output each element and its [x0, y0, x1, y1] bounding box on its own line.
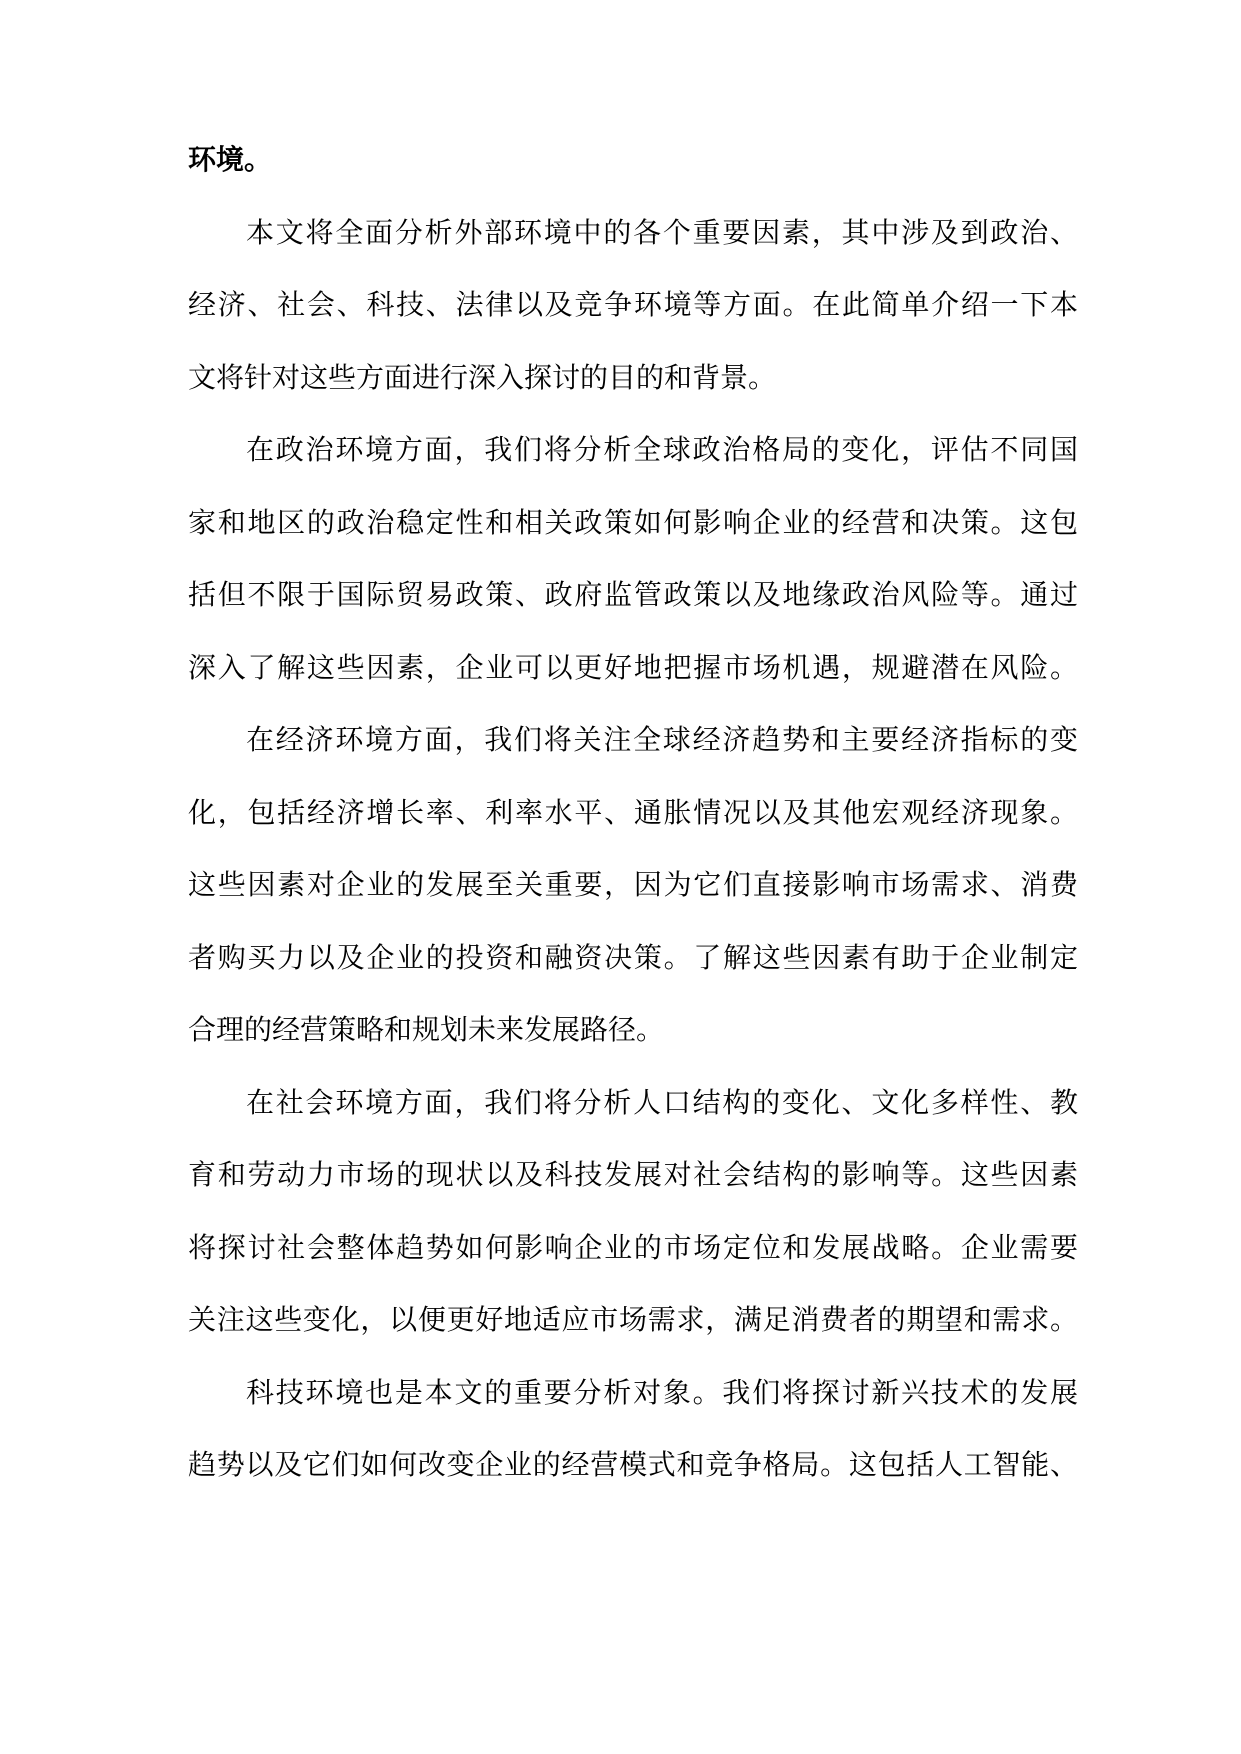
paragraph-line: 将探讨社会整体趋势如何影响企业的市场定位和发展战略。企业需要	[188, 1230, 1078, 1264]
paragraph-line: 在社会环境方面，我们将分析人口结构的变化、文化多样性、教	[246, 1085, 1078, 1119]
paragraph-line: 者购买力以及企业的投资和融资决策。了解这些因素有助于企业制定	[188, 940, 1078, 974]
document-body	[188, 140, 1078, 1518]
paragraph-line: 在经济环境方面，我们将关注全球经济趋势和主要经济指标的变	[246, 723, 1078, 756]
paragraph-line: 本文将全面分析外部环境中的各个重要因素，其中涉及到政治、	[246, 215, 1078, 249]
paragraph-line: 趋势以及它们如何改变企业的经营模式和竞争格局。这包括人工智能、	[188, 1448, 1078, 1481]
paragraph-line: 在政治环境方面，我们将分析全球政治格局的变化，评估不同国	[246, 433, 1078, 466]
paragraph-line: 括但不限于国际贸易政策、政府监管政策以及地缘政治风险等。通过	[188, 578, 1078, 611]
paragraph-line: 经济、社会、科技、法律以及竞争环境等方面。在此简单介绍一下本	[188, 288, 1078, 321]
paragraph-line: 化，包括经济增长率、利率水平、通胀情况以及其他宏观经济现象。	[188, 795, 1078, 829]
paragraph-line: 文将针对这些方面进行深入探讨的目的和背景。	[188, 360, 777, 394]
paragraph-line: 合理的经营策略和规划未来发展路径。	[188, 1013, 665, 1046]
paragraph-line: 育和劳动力市场的现状以及科技发展对社会结构的影响等。这些因素	[188, 1158, 1078, 1191]
paragraph-continuation-line: 环境。	[188, 143, 273, 176]
paragraph-line: 这些因素对企业的发展至关重要，因为它们直接影响市场需求、消费	[188, 868, 1078, 901]
paragraph-line: 家和地区的政治稳定性和相关政策如何影响企业的经营和决策。这包	[188, 505, 1078, 539]
paragraph-line: 科技环境也是本文的重要分析对象。我们将探讨新兴技术的发展	[246, 1375, 1078, 1409]
paragraph-line: 关注这些变化，以便更好地适应市场需求，满足消费者的期望和需求。	[188, 1303, 1078, 1336]
paragraph-line: 深入了解这些因素，企业可以更好地把握市场机遇，规避潜在风险。	[188, 650, 1078, 684]
